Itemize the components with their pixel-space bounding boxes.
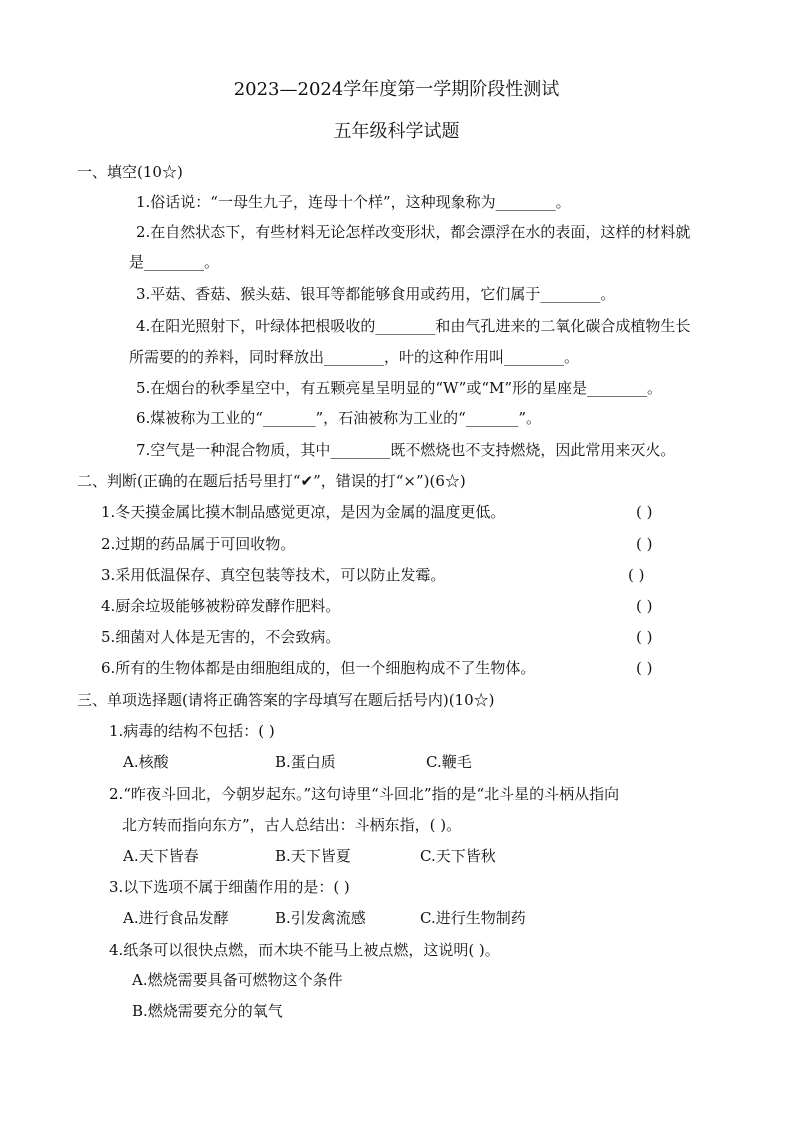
fill-question-7: 7.空气是一种混合物质，其中________既不燃烧也不支持燃烧，因此常用来灭火。	[136, 441, 676, 459]
choice-2-option-a[interactable]: A.天下皆春	[123, 847, 199, 865]
fill-question-5: 5.在烟台的秋季星空中，有五颗亮星呈明显的“W”或“M”形的星座是________。	[136, 379, 663, 397]
choice-3-option-c[interactable]: C.进行生物制药	[420, 909, 526, 927]
choice-question-3: 3.以下选项不属于细菌作用的是：( )	[109, 878, 350, 896]
section-1-heading: 一、填空(10☆)	[77, 163, 183, 181]
choice-1-option-c[interactable]: C.鞭毛	[426, 753, 472, 771]
fill-question-2-cont: 是________。	[129, 253, 220, 271]
judge-answer-paren-4[interactable]: ( )	[636, 597, 653, 615]
section-2-heading: 二、判断(正确的在题后括号里打“✔”，错误的打“×”)(6☆)	[77, 472, 466, 490]
judge-answer-paren-2[interactable]: ( )	[636, 535, 653, 553]
section-3-heading: 三、单项选择题(请将正确答案的字母填写在题后括号内)(10☆)	[77, 691, 495, 709]
choice-question-2-cont: 北方转而指向东方”，古人总结出：斗柄东指，( )。	[122, 816, 462, 834]
judge-question-3: 3.采用低温保存、真空包装等技术，可以防止发霉。	[101, 566, 446, 584]
judge-question-4: 4.厨余垃圾能够被粉碎发酵作肥料。	[101, 597, 341, 615]
choice-3-option-a[interactable]: A.进行食品发酵	[123, 909, 229, 927]
judge-question-2: 2.过期的药品属于可回收物。	[101, 535, 296, 553]
choice-2-option-c[interactable]: C.天下皆秋	[420, 847, 496, 865]
choice-question-1: 1.病毒的结构不包括：( )	[109, 722, 275, 740]
judge-answer-paren-3[interactable]: ( )	[628, 566, 645, 584]
exam-title: 2023—2024学年度第一学期阶段性测试	[233, 79, 560, 100]
fill-question-3: 3.平菇、香菇、猴头菇、银耳等都能够食用或药用，它们属于________。	[136, 285, 616, 303]
judge-answer-paren-5[interactable]: ( )	[636, 628, 653, 646]
choice-1-option-b[interactable]: B.蛋白质	[275, 753, 336, 771]
choice-2-option-b[interactable]: B.天下皆夏	[275, 847, 351, 865]
judge-answer-paren-1[interactable]: ( )	[636, 503, 653, 521]
fill-question-6: 6.煤被称为工业的“_______”，石油被称为工业的“_______”。	[136, 409, 541, 427]
exam-subtitle: 五年级科学试题	[333, 121, 460, 142]
judge-answer-paren-6[interactable]: ( )	[636, 659, 653, 677]
choice-question-2: 2.“昨夜斗回北，今朝岁起东。”这句诗里“斗回北”指的是“北斗星的斗柄从指向	[109, 785, 620, 803]
fill-question-4-cont: 所需要的的养料，同时释放出________，叶的这种作用叫________。	[129, 348, 580, 366]
fill-question-1: 1.俗话说：“一母生九子，连母十个样”，这种现象称为________。	[136, 193, 571, 211]
judge-question-5: 5.细菌对人体是无害的，不会致病。	[101, 628, 341, 646]
judge-question-6: 6.所有的生物体都是由细胞组成的，但一个细胞构成不了生物体。	[101, 659, 536, 677]
choice-4-option-a[interactable]: A.燃烧需要具备可燃物这个条件	[132, 971, 343, 989]
fill-question-2: 2.在自然状态下，有些材料无论怎样改变形状，都会漂浮在水的表面，这样的材料就	[136, 223, 691, 241]
choice-3-option-b[interactable]: B.引发禽流感	[275, 909, 366, 927]
choice-4-option-b[interactable]: B.燃烧需要充分的氧气	[132, 1002, 283, 1020]
judge-question-1: 1.冬天摸金属比摸木制品感觉更凉，是因为金属的温度更低。	[101, 503, 506, 521]
choice-question-4: 4.纸条可以很快点燃，而木块不能马上被点燃，这说明( )。	[109, 941, 500, 959]
fill-question-4: 4.在阳光照射下，叶绿体把根吸收的________和由气孔进来的二氧化碳合成植物生长	[136, 317, 691, 335]
choice-1-option-a[interactable]: A.核酸	[123, 753, 169, 771]
